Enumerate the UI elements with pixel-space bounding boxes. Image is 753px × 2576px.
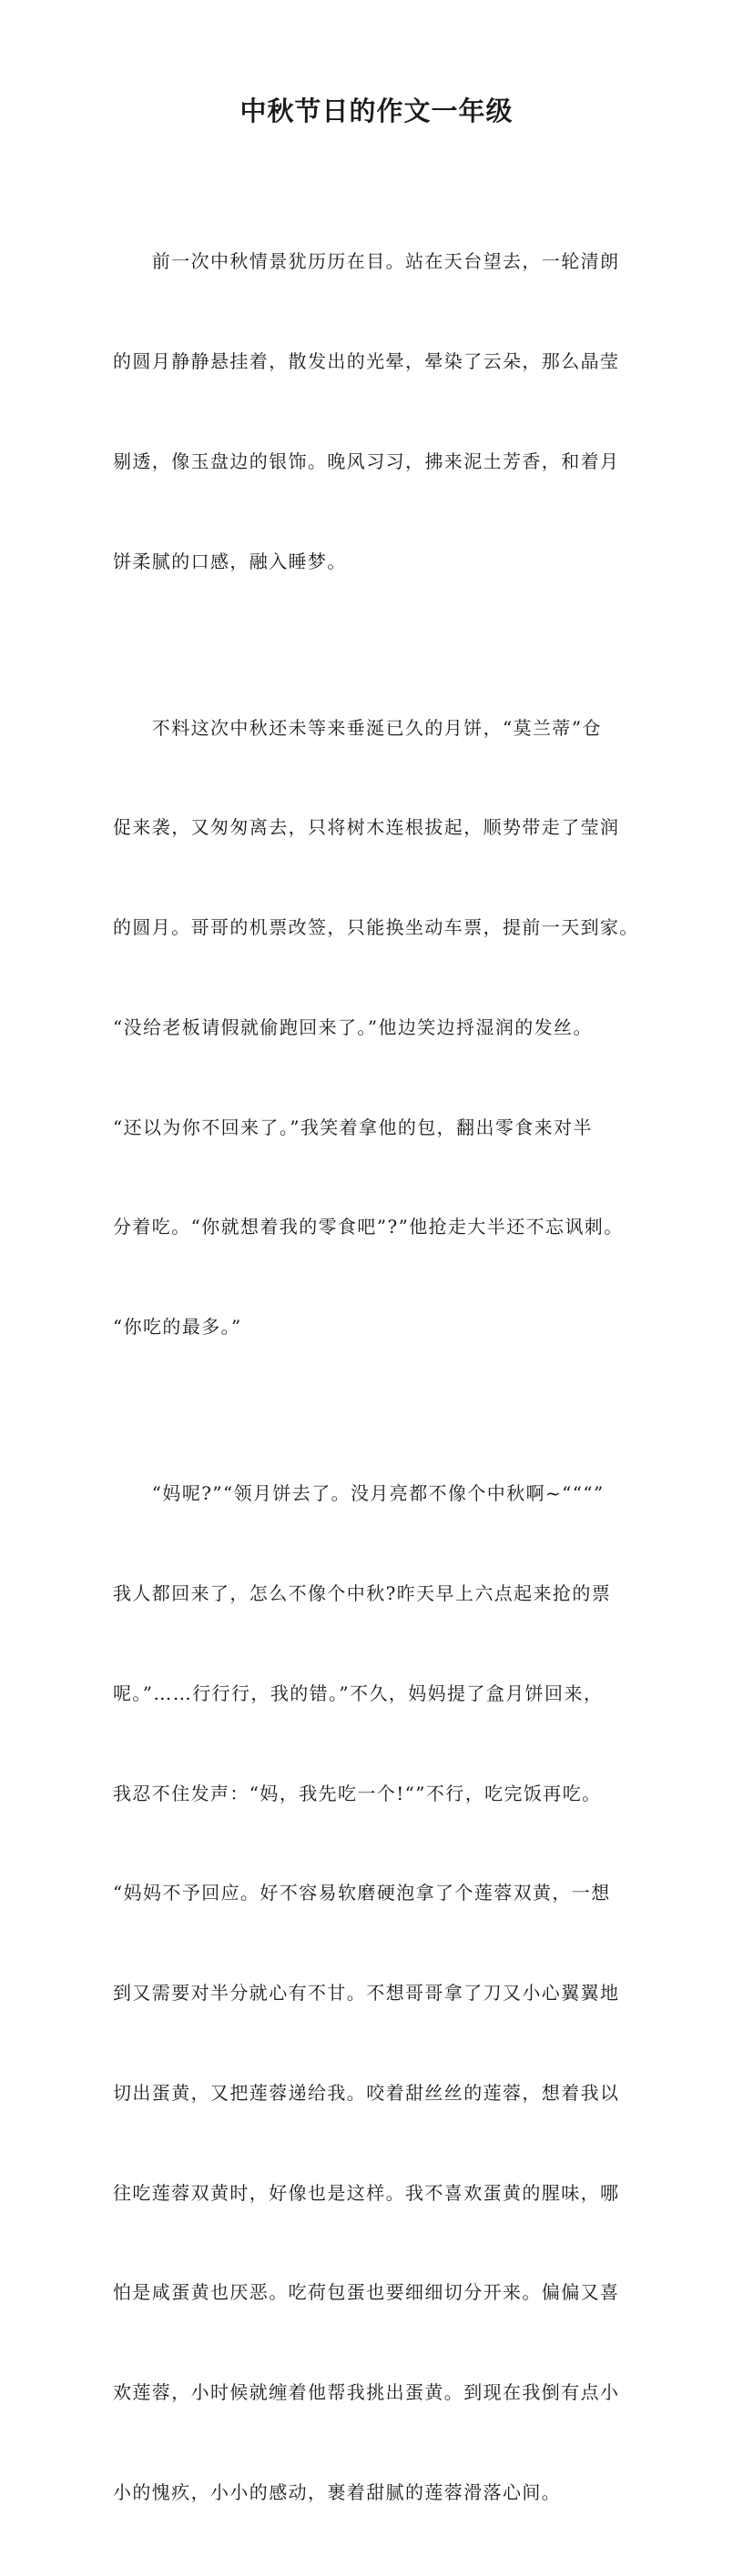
text-line: “妈妈不予回应。好不容易软磨硬泡拿了个莲蓉双黄，一想 xyxy=(113,1882,611,1904)
text-line: 小的愧疚，小小的感动，裹着甜腻的莲蓉滑落心间。 xyxy=(113,2480,562,2503)
text-line: 饼柔腻的口感，融入睡梦。 xyxy=(113,550,347,572)
text-line: 往吃莲蓉双黄时，好像也是这样。我不喜欢蛋黄的腥味，哪 xyxy=(113,2181,620,2204)
text-line: 前一次中秋情景犹历历在目。站在天台望去，一轮清朗 xyxy=(113,250,620,273)
text-line: 怕是咸蛋黄也厌恶。吃荷包蛋也要细细切分开来。偏偏又喜 xyxy=(113,2281,620,2304)
text-line: 的圆月。哥哥的机票改签，只能换坐动车票，提前一天到家。 xyxy=(113,916,639,939)
text-line: 呢。”……行行行，我的错。”不久，妈妈提了盒月饼回来， xyxy=(113,1682,604,1704)
paragraph-3 xyxy=(113,1410,643,2576)
text-line: 我人都回来了，怎么不像个中秋?昨天早上六点起来抢的票 xyxy=(113,1581,612,1604)
text-line: 到又需要对半分就心有不甘。不想哥哥拿了刀又小心翼翼地 xyxy=(113,1982,620,2005)
text-line: 分着吃。“你就想着我的零食吧”?”他抢走大半还不忘讽刺。 xyxy=(113,1216,624,1238)
paragraph-1 xyxy=(113,178,643,644)
text-line: “你吃的最多。” xyxy=(113,1316,242,1339)
text-line: 的圆月静静悬挂着，散发出的光晕，晕染了云朵，那么晶莹 xyxy=(113,349,620,372)
document-title: 中秋节日的作文一年级 xyxy=(239,96,514,126)
text-line: 不料这次中秋还未等来垂涎已久的月饼，“莫兰蒂”仓 xyxy=(113,716,602,739)
text-line: “还以为你不回来了。”我笑着拿他的包，翻出零食来对半 xyxy=(113,1116,593,1138)
paragraph-2 xyxy=(113,644,643,1410)
text-line: 促来袭，又匆匆离去，只将树木连根拔起，顺势带走了莹润 xyxy=(113,816,620,839)
text-line: 切出蛋黄，又把莲蓉递给我。咬着甜丝丝的莲蓉，想着我以 xyxy=(113,2081,620,2104)
text-line: 欢莲蓉，小时候就缠着他帮我挑出蛋黄。到现在我倒有点小 xyxy=(113,2381,620,2404)
text-line: “没给老板请假就偷跑回来了。”他边笑边捋湿润的发丝。 xyxy=(113,1015,593,1038)
text-line: “妈呢?”“领月饼去了。没月亮都不像个中秋啊~“““” xyxy=(113,1482,605,1505)
essay-body xyxy=(113,178,643,2576)
text-line: 剔透，像玉盘边的银饰。晚风习习，拂来泥土芳香，和着月 xyxy=(113,450,620,472)
text-line: 我忍不住发声：“妈，我先吃一个!“”不行，吃完饭再吃。 xyxy=(113,1782,602,1804)
